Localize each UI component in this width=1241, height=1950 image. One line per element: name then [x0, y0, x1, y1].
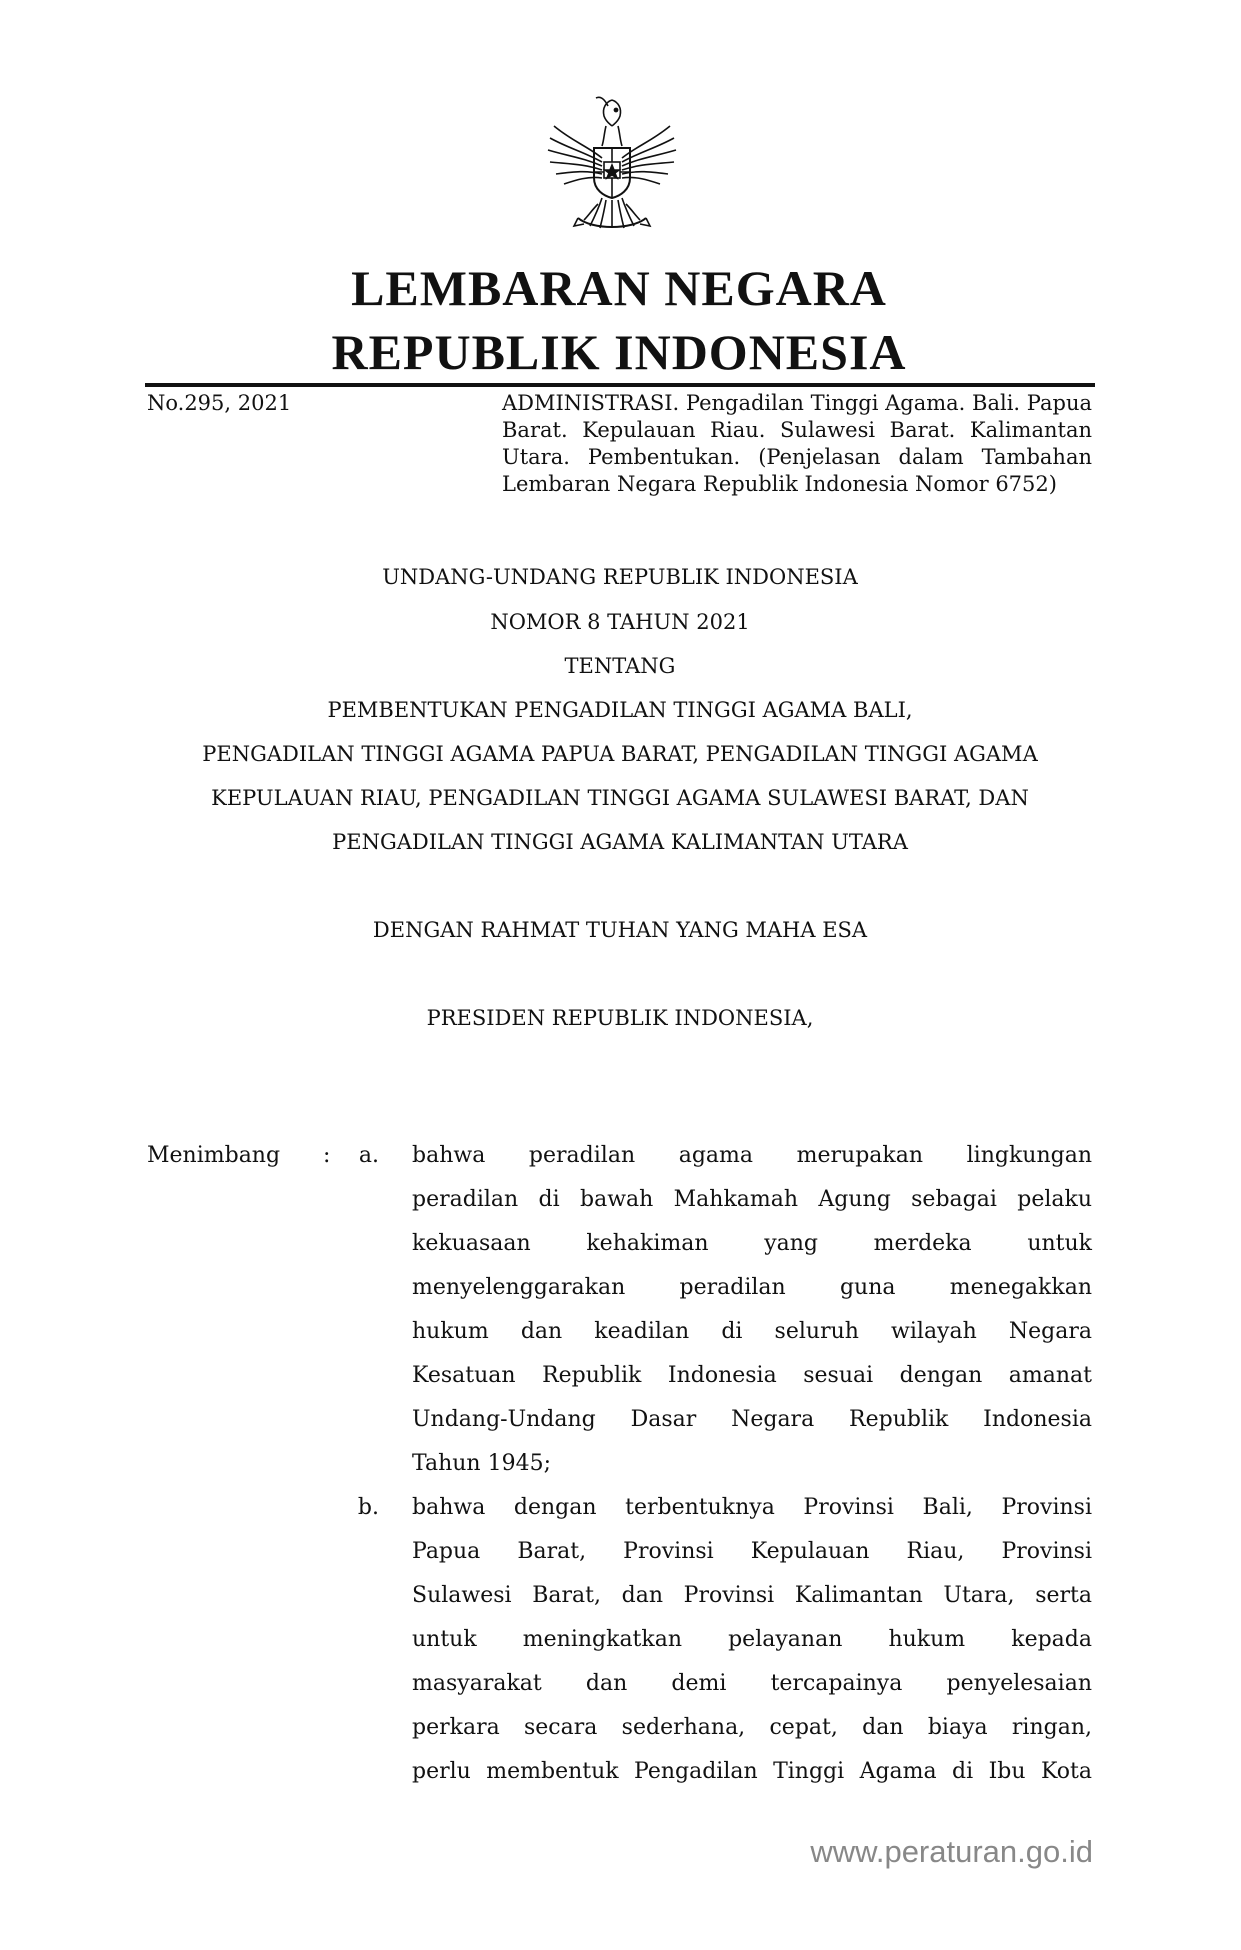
considering-item-line: masyarakat dan demi tercapainya penyelesaian [412, 1671, 1092, 1696]
law-title-line: KEPULAUAN RIAU, PENGADILAN TINGGI AGAMA SULAWESI BARAT, DAN [211, 786, 1029, 810]
law-title-line: PENGADILAN TINGGI AGAMA KALIMANTAN UTARA [332, 830, 908, 854]
considering-item-line: Kesatuan Republik Indonesia sesuai dengan amanat [412, 1363, 1092, 1388]
considering-item-line: perkara secara sederhana, cepat, dan biaya ringan, [412, 1715, 1092, 1740]
law-about: TENTANG [564, 654, 676, 678]
considering-item-line: peradilan di bawah Mahkamah Agung sebagai pelaku [412, 1187, 1092, 1212]
garuda-emblem-icon [532, 86, 692, 246]
considering-item-line: Sulawesi Barat, dan Provinsi Kalimantan Utara, serta [412, 1583, 1092, 1608]
gazette-title-line-2: REPUBLIK INDONESIA [331, 324, 907, 380]
considering-item-line: kekuasaan kehakiman yang merdeka untuk [412, 1231, 1092, 1256]
considering-item-line: Undang-Undang Dasar Negara Republik Indonesia [412, 1407, 1092, 1432]
considering-item-line: perlu membentuk Pengadilan Tinggi Agama di Ibu Kota [412, 1759, 1092, 1784]
considering-item-line: bahwa dengan terbentuknya Provinsi Bali, Provinsi [412, 1495, 1092, 1520]
gazette-subject: ADMINISTRASI. Pengadilan Tinggi Agama. Bali. Papua Barat. Kepulauan Riau. Sulawesi Barat. Kalimantan Utara. Pembentukan. (Penjelasan dalam Tambahan Lembaran Negara Republik Indonesia Nomor 6752) [502, 391, 1092, 496]
considering-item-line: Papua Barat, Provinsi Kepulauan Riau, Provinsi [412, 1539, 1092, 1564]
law-title-line: PEMBENTUKAN PENGADILAN TINGGI AGAMA BALI, [327, 698, 913, 722]
law-number: NOMOR 8 TAHUN 2021 [490, 610, 750, 634]
considering-item-letter: a. [358, 1143, 379, 1168]
gazette-title-line-1: LEMBARAN NEGARA [351, 260, 887, 316]
considering-item-line: hukum dan keadilan di seluruh wilayah Negara [412, 1319, 1092, 1344]
president-line: PRESIDEN REPUBLIK INDONESIA, [426, 1006, 814, 1030]
considering-item-line: untuk meningkatkan pelayanan hukum kepada [412, 1627, 1092, 1652]
considering-item-line: menyelenggarakan peradilan guna menegakkan [412, 1275, 1092, 1300]
considering-label: Menimbang [147, 1143, 281, 1168]
blessing-line: DENGAN RAHMAT TUHAN YANG MAHA ESA [372, 918, 868, 942]
considering-item-letter: b. [357, 1495, 379, 1520]
header-divider [145, 383, 1095, 387]
considering-item-line: Tahun 1945; [412, 1451, 551, 1476]
considering-item-line: bahwa peradilan agama merupakan lingkungan [412, 1143, 1092, 1168]
law-kind: UNDANG-UNDANG REPUBLIK INDONESIA [382, 565, 858, 589]
gazette-number: No.295, 2021 [147, 391, 292, 415]
considering-colon: : [323, 1143, 331, 1168]
footer-website-url: www.peraturan.go.id [810, 1834, 1093, 1869]
law-title-line: PENGADILAN TINGGI AGAMA PAPUA BARAT, PENGADILAN TINGGI AGAMA [202, 742, 1038, 766]
